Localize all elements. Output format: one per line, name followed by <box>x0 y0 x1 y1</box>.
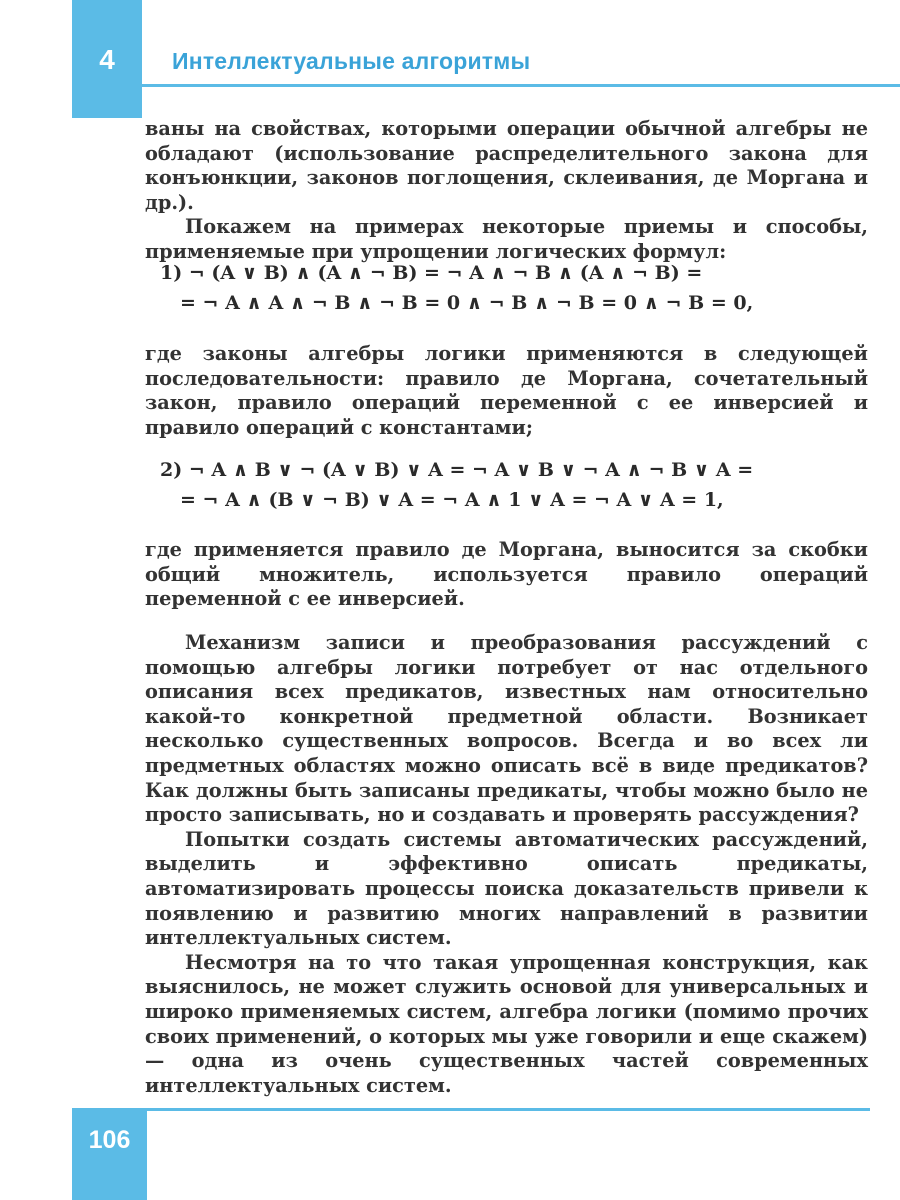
body-block-2 <box>145 342 868 440</box>
formula-2-line-1: 2) ¬ A ∧ B ∨ ¬ (A ∨ B) ∨ A = ¬ A ∨ B ∨ ¬ A ∧ ¬ B ∨ A = <box>160 459 754 481</box>
formula-2-line-2: = ¬ A ∧ (B ∨ ¬ B) ∨ A = ¬ A ∧ 1 ∨ A = ¬ A ∨ A = 1, <box>180 489 724 511</box>
chapter-number: 4 <box>99 44 115 75</box>
paragraph-3: где законы алгебры логики применяются в следующей последовательности: правило де Моргана, сочетательный закон, правило операций переменной с ее инверсией и правило операций с константами; <box>145 342 868 439</box>
paragraph-2: Покажем на примерах некоторые приемы и способы, применяемые при упрощении логических формул: <box>145 215 868 263</box>
paragraph-6: Попытки создать системы автоматических рассуждений, выделить и эффективно описать предикаты, автоматизировать процессы поиска доказательств привели к появлению и развитию многих направлений в развитии интеллектуальных систем. <box>145 827 868 950</box>
paragraph-7: Несмотря на то что такая упрощенная конструкция, как выяснилось, не может служить основой для универсальных и широко применяемых систем, алгебра логики (помимо прочих своих применений, о которых мы уже говорили и еще скажем) — одна из очень существенных частей современных интеллектуальных систем. <box>145 950 868 1097</box>
body-block-1 <box>145 117 868 265</box>
page-number-box <box>72 1108 147 1200</box>
paragraph-1: ваны на свойствах, которыми операции обычной алгебры не обладают (использование распределительного закона для конъюнкции, законов поглощения, склеивания, де Моргана и др.). <box>145 117 868 214</box>
formula-1-line-2: = ¬ A ∧ A ∧ ¬ B ∧ ¬ B = 0 ∧ ¬ B ∧ ¬ B = 0 ∧ ¬ B = 0, <box>180 292 754 314</box>
chapter-number-box <box>72 0 142 118</box>
chapter-title: Интеллектуальные алгоритмы <box>172 48 531 74</box>
header-rule <box>142 84 900 87</box>
formula-1-line-1: 1) ¬ (A ∨ B) ∧ (A ∧ ¬ B) = ¬ A ∧ ¬ B ∧ (A ∧ ¬ B) = <box>160 262 703 284</box>
body-block-3 <box>145 538 868 612</box>
footer-rule <box>147 1108 870 1111</box>
paragraph-5: Механизм записи и преобразования рассуждений с помощью алгебры логики потребует от нас отдельного описания всех предикатов, известных нам относительно какой-то конкретной предметной области. Возникает несколько существенных вопросов. Всегда и во всех ли предметных областях можно описать всё в виде предикатов? Как должны быть записаны предикаты, чтобы можно было не просто записывать, но и создавать и проверять рассуждения? <box>145 631 868 827</box>
body-block-4 <box>145 631 868 1098</box>
page-number: 106 <box>88 1126 131 1154</box>
paragraph-4: где применяется правило де Моргана, выносится за скобки общий множитель, используется правило операций переменной с ее инверсией. <box>145 538 868 611</box>
